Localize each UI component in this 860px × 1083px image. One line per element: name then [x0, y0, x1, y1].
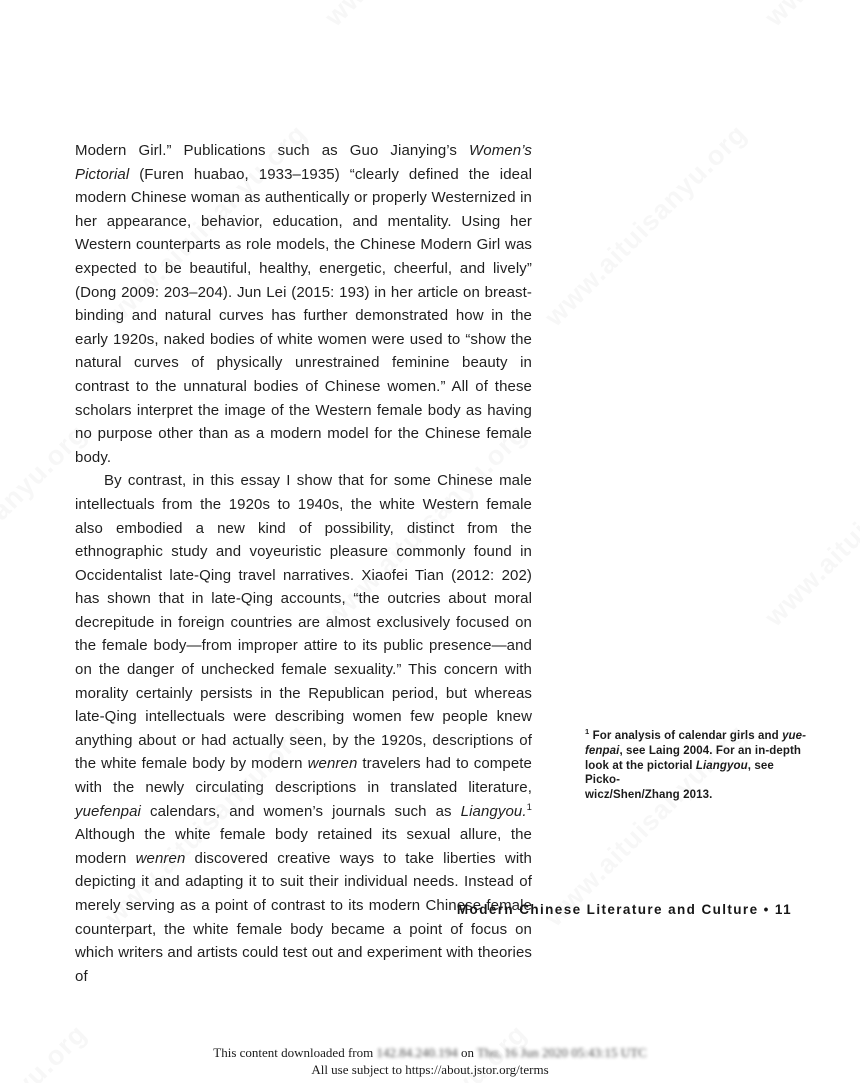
- watermark-text: [759, 418, 860, 632]
- redacted-ip-address: 142.84.240.194: [376, 1045, 458, 1060]
- watermark-text: [0, 0, 93, 33]
- paragraph-1: Modern Girl.” Publications such as Guo Jianying’s Women’s Pictorial (Furen huabao, 1933–1935) “clearly defined the ideal modern Chinese woman as authentically or properly Westernized in her appearance, behavior, education, and mentality. Using her Western counterparts as role models, the Chinese Modern Girl was expected to be beautiful, healthy, energetic, cheerful, and lively” (Dong 2009: 203–204). Jun Lei (2015: 193) in her article on breast-binding and natural curves has further demonstrated how in the early 1920s, naked bodies of white women were used to “show the natural curves of physically unrestrained feminine beauty in contrast to the unnatural bodies of Chinese women.” All of these scholars interpret the image of the Western female body as having no purpose other than as a modern model for the Chinese female body.: [75, 142, 532, 466]
- article-body: [75, 139, 532, 988]
- margin-footnote: $^1$ For analysis of calendar girls and yue- fenpai, see Laing 2004. For an in-depth look at the pictorial Liangyou, see Picko- wicz/Shen/Zhang 2013.: [585, 727, 807, 802]
- watermark-text: [759, 0, 860, 33]
- download-line: [0, 1044, 860, 1061]
- watermark-text: [319, 0, 533, 33]
- terms-line: All use subject to https://about.jstor.org/terms: [311, 1062, 549, 1077]
- paragraph-2: By contrast, in this essay I show that for some Chinese male intellectuals from the 1920s to 1940s, the white Western female also embodied a new kind of possibility, distinct from the ethnographic study and voyeuristic pleasure commonly found in Occidentalist late-Qing travel narratives. Xiaofei Tian (2012: 202) has shown that in late-Qing accounts, “the outcries about moral decrepitude in foreign countries are almost exclusively focused on the female body—from improper attire to its public presence—and on the danger of unchecked female sexuality.” This concern with morality certainly persists in the Republican period, but whereas late-Qing intellectuals were describing women few people knew anything about or had actually seen, by the 1920s, descriptions of the white female body by modern wenren travelers had to compete with the newly circulating descriptions in translated literature, yuefenpai calendars, and women’s journals such as Liangyou.$^1$ Although the white female body retained its sexual allure, the modern wenren discovered creative ways to take liberties with depicting it and adapting it to suit their individual needs. Instead of merely serving as a point of contrast to its modern Chinese female counterpart, the white female body became a point of focus on which writers and artists could test out and experiment with theories of: [75, 472, 532, 985]
- journal-title-page-number: Modern Chinese Literature and Culture • 11: [456, 902, 792, 917]
- download-connector-text: on: [460, 1045, 474, 1060]
- download-prefix-text: This content downloaded from: [213, 1045, 374, 1060]
- jstor-notice: [0, 1044, 860, 1078]
- redacted-timestamp: Thu, 16 Jun 2020 05:43:15 UTC: [476, 1045, 647, 1060]
- watermark-text: [539, 118, 753, 332]
